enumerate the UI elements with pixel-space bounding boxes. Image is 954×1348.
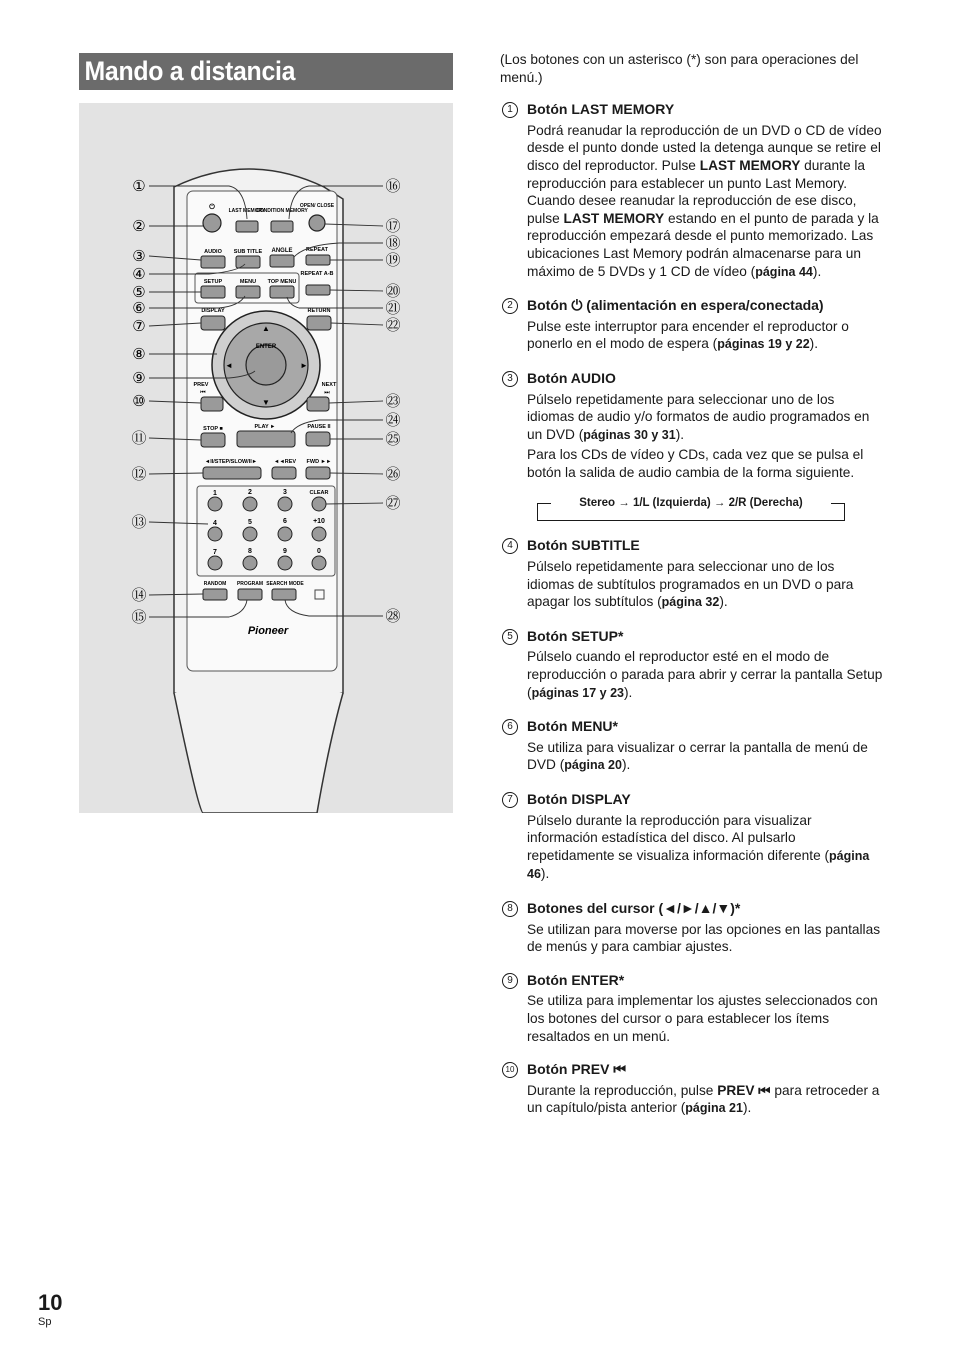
- last-memory-label: LAST MEMORY: [228, 208, 266, 214]
- audio-button: [201, 256, 225, 268]
- item-body: Pulse este interruptor para encender el reproductor o ponerlo en el modo de espera (páginas 19 y 22).: [527, 318, 849, 352]
- callout-8: ⑧: [132, 346, 146, 363]
- title-bar: [79, 53, 453, 90]
- description-column: [500, 51, 885, 1134]
- item-number: 4: [502, 538, 518, 554]
- repeat-button: [306, 255, 330, 265]
- callout-23: ㉓: [385, 393, 401, 410]
- page-language: Sp: [38, 1316, 52, 1328]
- play-label: PLAY ►: [254, 424, 276, 430]
- item-body-2: Para los CDs de vídeo y CDs, cada vez que se pulsa el botón la salida de audio cambia de la forma siguiente.: [527, 447, 864, 480]
- angle-label: ANGLE: [271, 248, 293, 254]
- brand-logo: Pioneer: [247, 625, 289, 637]
- repeat-ab-button: [306, 285, 330, 295]
- program-button: [238, 589, 262, 600]
- prev-icon: ⏮: [200, 390, 206, 396]
- fwd-button: [306, 467, 330, 479]
- item-menu: [500, 718, 885, 775]
- rev-label: ◄◄REV: [273, 459, 297, 465]
- digit-6-label: 6: [283, 518, 287, 525]
- callout-17: ⑰: [385, 218, 401, 235]
- item-number: 6: [502, 719, 518, 735]
- digit-5-button: [243, 527, 257, 541]
- return-label: RETURN: [307, 308, 331, 314]
- prev-label: PREV: [193, 382, 209, 388]
- callout-4: ④: [132, 266, 146, 283]
- item-body: Se utiliza para implementar los ajustes seleccionados con los botones del cursor o para establecer los ítems resaltados en un menú.: [527, 993, 878, 1044]
- digit-2-button: [243, 497, 257, 511]
- callout-25: ㉕: [385, 431, 401, 448]
- pause-label: PAUSE II: [307, 424, 331, 430]
- item-setup: [500, 628, 885, 702]
- item-body: Púlselo repetidamente para seleccionar uno de los idiomas de audio y/o formatos de audio programados en un DVD (páginas 30 y 31).: [527, 391, 870, 442]
- top-menu-button: [270, 286, 294, 298]
- callout-3: ③: [132, 248, 146, 265]
- callout-6: ⑥: [132, 300, 146, 317]
- power-label: ⏻: [209, 204, 215, 211]
- display-label: DISPLAY: [201, 308, 225, 314]
- prev-button: [201, 397, 223, 411]
- menu-button: [236, 286, 260, 298]
- remote-illustration: [79, 103, 453, 813]
- callout-16: ⑯: [385, 178, 401, 195]
- item-number: 7: [502, 792, 518, 808]
- power-icon: ⏻: [571, 297, 583, 314]
- digit-8-button: [243, 556, 257, 570]
- condition-memory-label: CONDITION MEMORY: [256, 208, 308, 214]
- callout-26: ㉖: [385, 466, 401, 483]
- angle-button: [270, 255, 294, 267]
- callouts-left: [131, 178, 146, 626]
- digit-8-label: 8: [248, 548, 252, 555]
- step-slow-button: [203, 467, 261, 479]
- stop-label: STOP ■: [203, 426, 223, 432]
- digit-2-label: 2: [248, 489, 252, 496]
- power-button: [203, 214, 221, 232]
- last-memory-button: [236, 221, 258, 232]
- play-button: [237, 431, 295, 447]
- item-heading: Botón SETUP*: [527, 627, 624, 644]
- subtitle-button: [236, 256, 260, 268]
- digit-1-label: 1: [213, 490, 217, 497]
- item-body: Púlselo repetidamente para seleccionar uno de los idiomas de subtítulos programados en un DVD o para apagar los subtítulos (página 32).: [527, 559, 854, 610]
- setup-label: SETUP: [203, 279, 223, 285]
- next-icon: ⏭: [324, 390, 330, 396]
- item-number: 5: [502, 629, 518, 645]
- cursor-down-icon: ▼: [262, 398, 270, 407]
- remote-illustration-panel: [79, 103, 453, 813]
- cursor-up-icon: ▲: [262, 324, 270, 333]
- callout-24: ㉔: [385, 412, 401, 429]
- digit-9-label: 9: [283, 548, 287, 555]
- callout-9: ⑨: [132, 370, 146, 387]
- top-menu-label: TOP MENU: [267, 279, 297, 285]
- item-body: Podrá reanudar la reproducción de un DVD o CD de vídeo desde el punto donde usted la detenga aunque se retire el disco del reproductor. Pulse LAST MEMORY durante la reproducción para establecer un punto Last Memory. Cuando desee reanudar la reproducción de ese disco, pulse LAST MEMORY estando en el punto de parada y la reproducción empezará desde el punto memorizado. Las ubicaciones Last Memory podrán almacenarse para un máximo de 5 DVDs y 1 CD de vídeo (página 44).: [527, 122, 882, 279]
- plus10-label: +10: [313, 518, 325, 525]
- callout-11: ⑪: [131, 430, 147, 447]
- random-button: [203, 589, 227, 600]
- item-body: Durante la reproducción, pulse PREV ⏮ para retroceder a un capítulo/pista anterior (página 21).: [527, 1082, 880, 1116]
- digit-4-label: 4: [213, 520, 217, 527]
- item-enter: [500, 972, 885, 1045]
- item-number: 9: [502, 973, 518, 989]
- cursor-right-icon: ►: [300, 361, 308, 370]
- rev-button: [272, 467, 296, 479]
- item-power: [500, 297, 885, 354]
- item-cursor: [500, 900, 885, 956]
- digit-7-label: 7: [213, 549, 217, 556]
- item-number: 1: [502, 102, 518, 118]
- callout-12: ⑫: [131, 466, 147, 483]
- fwd-label: FWD ►►: [306, 459, 332, 465]
- page-number: 10: [38, 1290, 63, 1315]
- callout-2: ②: [132, 218, 146, 235]
- open-close-label: OPEN/ CLOSE: [299, 203, 335, 209]
- callout-20: ⑳: [385, 283, 401, 300]
- clear-label: CLEAR: [309, 490, 329, 496]
- item-display: [500, 791, 885, 884]
- subtitle-label: SUB TITLE: [233, 249, 263, 255]
- step-slow-label: ◄II/STEP/SLOW/II►: [204, 459, 258, 465]
- digit-0-button: [312, 556, 326, 570]
- item-body: Púlselo cuando el reproductor esté en el modo de reproducción o parada para abrir y cerrar la pantalla Setup (páginas 17 y 23).: [527, 649, 883, 700]
- item-number: 10: [502, 1062, 518, 1078]
- digit-9-button: [278, 556, 292, 570]
- item-number: 2: [502, 298, 518, 314]
- item-last-memory: [500, 101, 885, 281]
- menu-label: MENU: [239, 279, 257, 285]
- clear-button: [312, 497, 326, 511]
- digit-0-label: 0: [317, 548, 321, 555]
- callout-22: ㉒: [385, 317, 401, 334]
- audio-sequence-diagram: [537, 495, 845, 521]
- item-heading: Botón ⏻ (alimentación en espera/conectada): [527, 297, 824, 314]
- item-body: Se utiliza para visualizar o cerrar la pantalla de menú de DVD (página 20).: [527, 739, 868, 773]
- item-heading: Botón MENU*: [527, 718, 618, 735]
- enter-label: ENTER: [255, 344, 277, 350]
- item-heading: Botón AUDIO: [527, 369, 616, 386]
- callout-10: ⑩: [132, 393, 146, 410]
- callouts-right: [385, 178, 400, 625]
- callout-1: ①: [132, 178, 146, 195]
- callout-18: ⑱: [385, 235, 401, 252]
- search-mode-label: SEARCH MODE: [266, 581, 304, 587]
- digit-1-button: [208, 497, 222, 511]
- item-heading: Botones del cursor (◄/►/▲/▼)*: [527, 899, 741, 916]
- item-body: Púlselo durante la reproducción para visualizar información estadística del disco. Al pulsarlo repetidamente se visualiza información diferente (página 46).: [527, 812, 870, 882]
- item-heading: Botón SUBTITLE: [527, 537, 640, 554]
- callout-28: ㉘: [385, 608, 401, 625]
- item-body: Se utilizan para moverse por las opciones en las pantallas de menús y para cambiar ajustes.: [527, 921, 881, 955]
- pause-button: [306, 432, 330, 446]
- digit-3-label: 3: [283, 489, 287, 496]
- enter-button: [246, 345, 286, 385]
- next-label: NEXT: [321, 382, 337, 388]
- stop-button: [201, 433, 225, 447]
- cursor-left-icon: ◄: [225, 361, 233, 370]
- callout-13: ⑬: [131, 514, 147, 531]
- display-button: [201, 316, 225, 330]
- setup-button: [201, 286, 225, 298]
- plus10-button: [312, 527, 326, 541]
- item-heading: Botón PREV ⏮: [527, 1061, 626, 1078]
- item-prev: [500, 1061, 885, 1118]
- item-heading: Botón LAST MEMORY: [527, 101, 675, 118]
- open-close-button: [309, 215, 325, 231]
- item-number: 8: [502, 901, 518, 917]
- item-audio: [500, 370, 885, 522]
- intro-text: (Los botones con un asterisco (*) son para operaciones del menú.): [500, 52, 859, 85]
- digit-4-button: [208, 527, 222, 541]
- search-mode-button: [272, 589, 296, 600]
- item-heading: Botón ENTER*: [527, 971, 625, 988]
- audio-sequence-text: Stereo → 1/L (Izquierda) → 2/R (Derecha): [579, 497, 803, 510]
- callout-27: ㉗: [385, 495, 401, 512]
- callout-21: ㉑: [385, 300, 401, 317]
- condition-memory-button: [271, 221, 293, 232]
- page-title: Mando a distancia: [84, 56, 296, 86]
- callout-14: ⑭: [131, 587, 147, 604]
- digit-3-button: [278, 497, 292, 511]
- digit-5-label: 5: [248, 519, 252, 526]
- repeat-label: REPEAT: [306, 247, 328, 253]
- item-heading: Botón DISPLAY: [527, 791, 631, 807]
- random-label: RANDOM: [203, 581, 227, 587]
- program-label: PROGRAM: [236, 581, 264, 587]
- return-button: [307, 316, 331, 330]
- digit-7-button: [208, 556, 222, 570]
- remote-bottom: [174, 693, 343, 813]
- callout-5: ⑤: [132, 284, 146, 301]
- audio-label: AUDIO: [204, 249, 222, 255]
- callout-7: ⑦: [132, 318, 146, 335]
- digit-6-button: [278, 527, 292, 541]
- repeat-ab-label: REPEAT A-B: [300, 271, 334, 277]
- item-number: 3: [502, 371, 518, 387]
- callout-15: ⑮: [131, 609, 147, 626]
- callout-19: ⑲: [385, 252, 401, 269]
- item-subtitle: [500, 537, 885, 611]
- next-button: [307, 397, 329, 411]
